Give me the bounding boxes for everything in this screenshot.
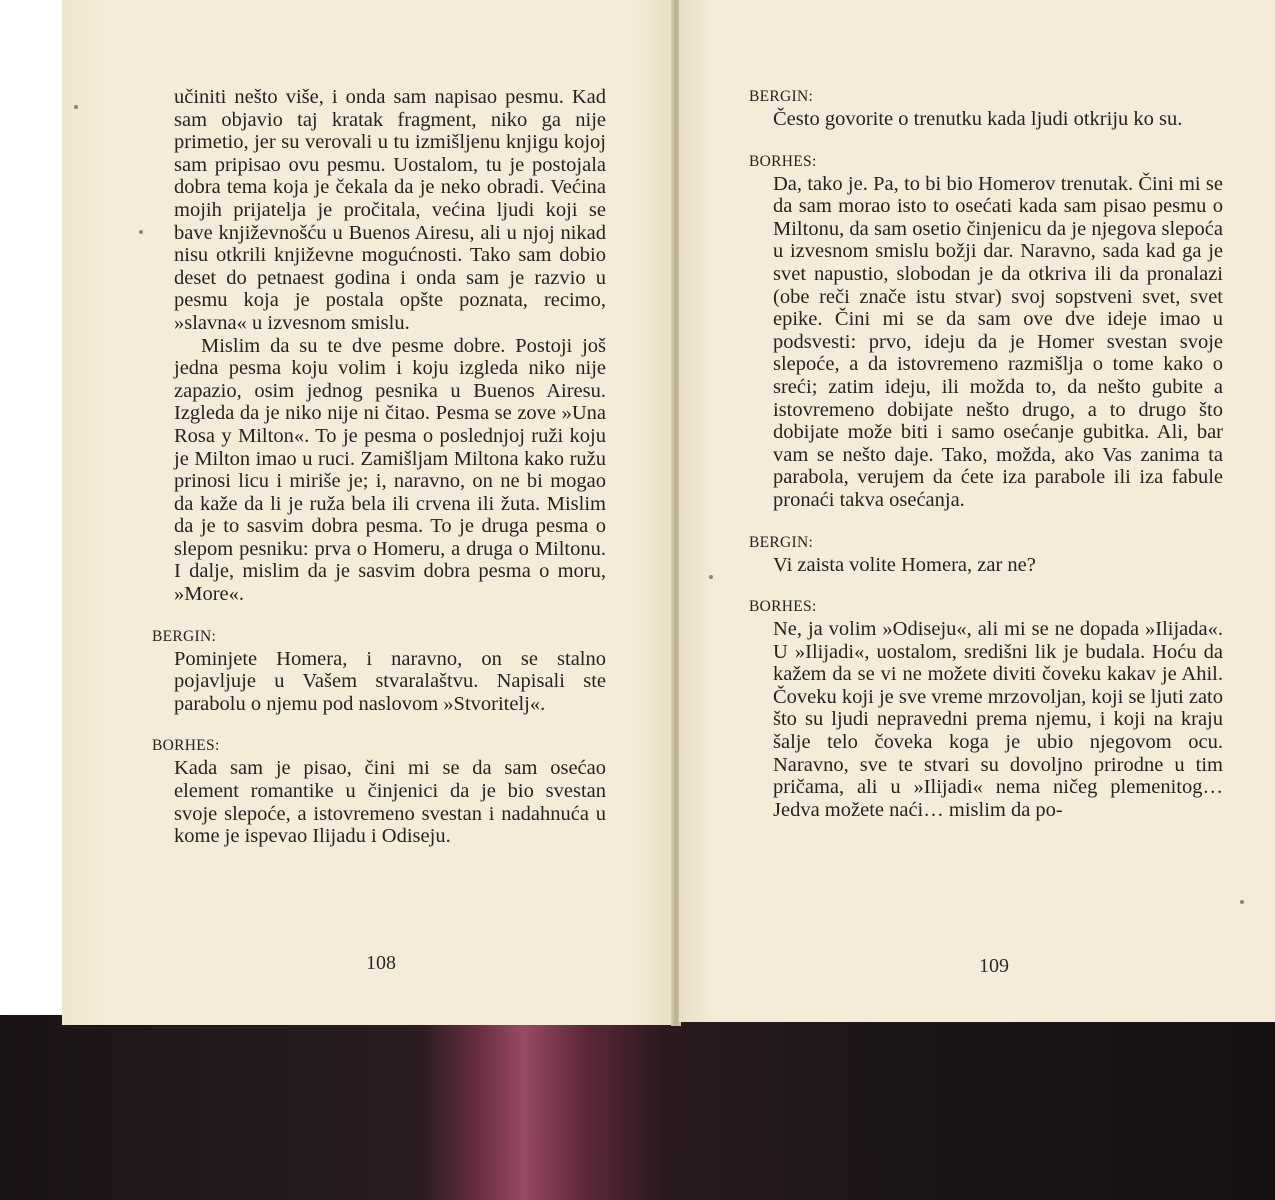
page-number-right: 109 [979,955,1009,977]
exchange-bergin-homer [152,626,606,716]
speaker-label: BERGIN: [749,533,814,551]
paper-speck [139,230,143,234]
speaker-text: Da, tako je. Pa, to bi bio Homerov trenutak. Čini mi se da sam morao isto to osećati kada sam pisao pesmu o Miltonu, da sam osetio činjenicu da je njegova slepoća u izvesnom smislu božji dar. Naravno, sada kad ga je svet napustio, slobodan je da otkriva ili da pronalazi (obe reči znače istu stvar) svoj sopstveni svet, svet epike. Čini mi se da sam ove dve ideje imao u podsvesti: prvo, ideju da je Homer svestan svoje slepoće, a da istovremeno razmišlja o tome kako o sreći; zatim ideju, ili možda to, da nešto gubite a istovremeno dobijate nešto drugo, a to drugo što dobijate može biti i samo osećanje gubitka. Ali, bar vam se nešto daje. Tako, možda, ako Vas zanima ta parabola, verujem da ćete iza parabole ili iza fabule pronaći takva osećanja. [773,172,1223,511]
exchange-borhes-odyssey [749,596,1223,821]
right-page [679,0,1275,1022]
page-number-left: 108 [366,952,396,974]
speaker-text: Ne, ja volim »Odiseju«, ali mi se ne dopada »Ilijada«. U »Ilijadi«, uostalom, središni lik je budala. Hoću da kažem da se vi ne možete diviti čoveku kakav je Ahil. Čoveku koji je sve vreme mrzovoljan, koji se ljuti zato što su ljudi nepravedni prema njemu, i koji na kraju šalje telo čoveka koga je ubio njegovom ocu. Naravno, sve te stvari su dovoljno prirodne u tim pričama, ali u »Ilijadi« nema ničeg plemenitog… Jedva možete naći… mislim da po- [773,618,1223,821]
left-paragraph-2: Mislim da su te dve pesme dobre. Postoji još jedna pesma koju volim i koju izgleda niko nije zapazio, osim jednog pesnika u Buenos Airesu. Izgleda da je niko nije ni čitao. Pesma se zove »Una Rosa y Milton«. To je pesma o poslednjoj ruži koju je Milton imao u ruci. Zamišljam Miltona kako ružu prinosi licu i miriše je; i, naravno, on ne bi mogao da kaže da li je ruža bela ili crvena ili žuta. Mislim da je to sasvim dobra pesma. To je druga pesma o slepom pesniku: prva o Homeru, a druga o Miltonu. I dalje, mislim da je sasvim dobra pesma o moru, »More«. [174,334,606,606]
exchange-borhes-romance [152,735,606,848]
speaker-text: Pominjete Homera, i naravno, on se stalno pojavljuje u Vašem stvaralaštvu. Napisali ste parabolu o njemu pod naslovom »Stvoritelj«. [174,647,606,715]
dark-background [0,1015,1275,1200]
left-paragraph-1: učiniti nešto više, i onda sam napisao pesmu. Kad sam objavio taj kratak fragment, niko ga nije primetio, jer su verovali u tu izmišljenu knjigu kojoj sam pripisao ovu pesmu. Uostalom, tu je postojala dobra tema koja je čekala da je neko obradi. Većina mojih prijatelja je pročitala, većina ljudi koji se bave književnošću u Buenos Airesu, ali u njoj nikad nisu otkrili književne mogućnosti. Tako sam dobio deset do petnaest godina i onda sam je razvio u pesmu koja je postala opšte poznata, recimo, »slavna« u izvesnom smislu. [174,86,606,334]
speaker-text: Često govorite o trenutku kada ljudi otkriju ko su. [773,108,1183,130]
speaker-text: Kada sam je pisao, čini mi se da sam osećao element romantike u činjenici da je bio svestan svoje slepoće, a istovremeno svestan i nadahnuća u kome je ispevao Ilijadu i Odiseju. [174,757,606,848]
paper-speck [709,575,713,579]
exchange-bergin-moment [749,86,1223,131]
speaker-label: BERGIN: [749,88,814,105]
paper-speck [1240,900,1244,904]
speaker-label: BERGIN: [152,627,217,645]
right-text-column [749,86,1223,821]
paper-speck [74,105,78,109]
left-page [62,0,675,1025]
speaker-label: BORHES: [749,598,817,616]
speaker-label: BORHES: [152,737,220,755]
speaker-text: Vi zaista volite Homera, zar ne? [773,553,1036,576]
left-text-column [152,86,606,848]
speaker-label: BORHES: [749,152,817,170]
exchange-borhes-homer-moment [749,151,1223,512]
exchange-bergin-love-homer [749,532,1223,577]
